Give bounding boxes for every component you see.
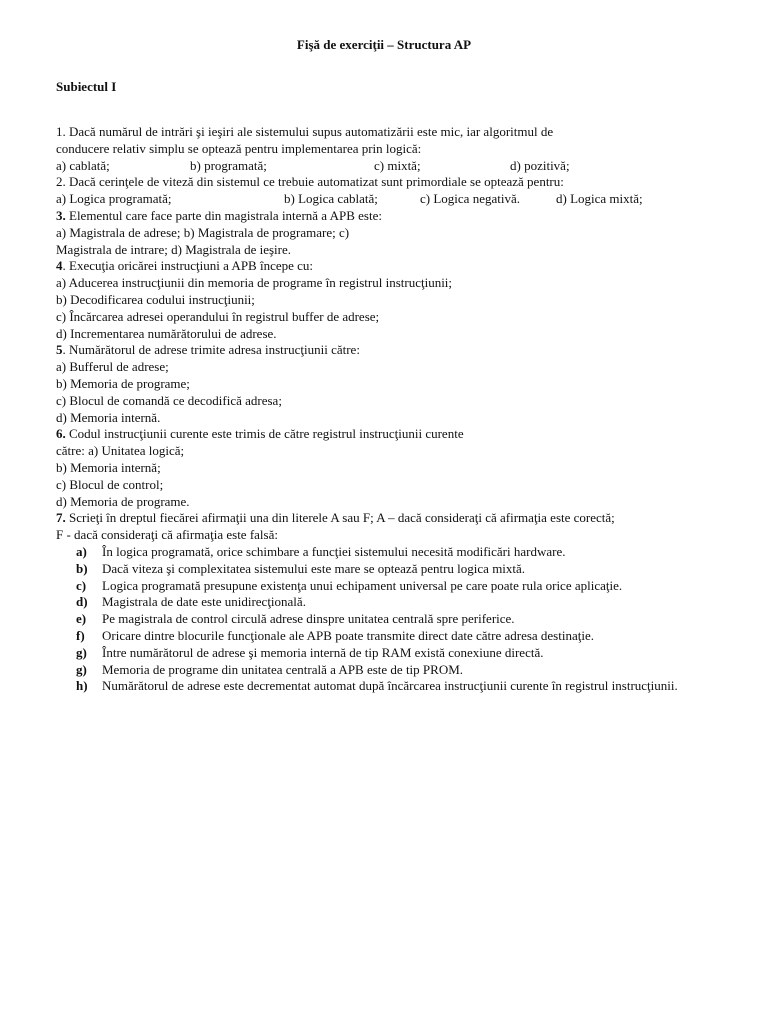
q5-line1 — [56, 342, 746, 359]
q2-option-d: d) Logica mixtă; — [556, 191, 643, 207]
tf-item-label: a) — [76, 543, 87, 559]
tf-item — [56, 544, 746, 561]
tf-item — [56, 628, 746, 645]
tf-item-text: Logica programată presupune existenţa unui echipament universal pe care poate rula orice aplicaţie. — [102, 577, 623, 593]
q1-option-b: b) programată; — [190, 157, 267, 173]
tf-item-text: Magistrala de date este unidirecţională. — [102, 594, 306, 610]
q6-number: 6. — [56, 426, 66, 442]
tf-item-label: g) — [76, 644, 87, 660]
tf-item — [56, 594, 746, 611]
q1-options — [56, 158, 746, 175]
q1-option-d: d) pozitivă; — [510, 157, 570, 173]
true-false-list — [56, 544, 746, 695]
q2-option-b: b) Logica cablată; — [284, 191, 378, 207]
tf-item — [56, 561, 746, 578]
tf-item — [56, 645, 746, 662]
q5-number: 5 — [56, 342, 63, 358]
q1-option-c: c) mixtă; — [374, 157, 421, 173]
tf-item — [56, 611, 746, 628]
q1-option-a: a) cablată; — [56, 157, 110, 173]
q4-option-d: d) Incrementarea numărătorului de adrese. — [56, 325, 277, 341]
q3-line3: Magistrala de intrare; d) Magistrala de ieşire. — [56, 241, 291, 257]
page-title: Fişă de exerciţii – Structura AP — [296, 37, 472, 52]
q2-option-c: c) Logica negativă. — [420, 191, 520, 207]
tf-item-text: Pe magistrala de control circulă adrese dinspre unitatea centrală spre periferice. — [102, 611, 515, 627]
tf-item-text: În logica programată, orice schimbare a funcţiei sistemului necesită modificări hardware. — [102, 543, 566, 559]
q6-option-c: c) Blocul de control; — [56, 476, 164, 492]
q3-number: 3. — [56, 207, 66, 223]
q4-line1 — [56, 258, 746, 275]
q4-text: . Execuţia oricărei instrucţiuni a APB începe cu: — [62, 258, 314, 274]
tf-item-label: h) — [76, 678, 88, 694]
q5-text: . Numărătorul de adrese trimite adresa instrucţiunii către: — [62, 342, 360, 358]
q6-line1 — [56, 426, 746, 443]
tf-item-text: Oricare dintre blocurile funcţionale ale APB poate transmite direct date către adresa destinaţie. — [102, 627, 594, 643]
q5-option-d: d) Memoria internă. — [56, 409, 161, 425]
q6-option-d: d) Memoria de programe. — [56, 493, 190, 509]
q4-option-b: b) Decodificarea codului instrucţiunii; — [56, 291, 255, 307]
tf-item-text: Dacă viteza şi complexitatea sistemului este mare se optează pentru logica mixtă. — [102, 560, 526, 576]
q4-number: 4 — [56, 258, 63, 274]
q1-line1: 1. Dacă numărul de intrări şi ieşiri ale sistemului supus automatizării este mic, iar algoritmul de — [56, 124, 554, 139]
q7-line1 — [56, 510, 746, 527]
q5-option-b: b) Memoria de programe; — [56, 375, 190, 391]
subject-heading: Subiectul I — [56, 79, 117, 94]
tf-item-text: Memoria de programe din unitatea centrală a APB este de tip PROM. — [102, 661, 464, 677]
tf-item-label: c) — [76, 577, 87, 593]
q6-option-b: b) Memoria internă; — [56, 459, 161, 475]
q7-line2: F - dacă consideraţi că afirmaţia este falsă: — [56, 527, 278, 543]
tf-item-text: Numărătorul de adrese este decrementat automat după încărcarea instrucţiunii curente în registrul instrucţiunii. — [102, 678, 678, 694]
q3-line2: a) Magistrala de adrese; b) Magistrala de programare; c) — [56, 224, 350, 240]
tf-item-label: f) — [76, 627, 85, 643]
tf-item-label: e) — [76, 611, 87, 627]
q1-line2: conducere relativ simplu se optează pentru implementarea prin logică: — [56, 140, 422, 156]
q5-option-a: a) Bufferul de adrese; — [56, 359, 169, 375]
q4-option-c: c) Încărcarea adresei operandului în registrul buffer de adrese; — [56, 308, 380, 324]
q3-line1 — [56, 208, 746, 225]
q7-text: Scrieţi în dreptul fiecărei afirmaţii una din literele A sau F; A – dacă consideraţi că afirmaţia este corectă; — [65, 510, 615, 526]
q3-text: Elementul care face parte din magistrala internă a APB este: — [65, 207, 382, 223]
tf-item — [56, 678, 746, 695]
q4-option-a: a) Aducerea instrucţiunii din memoria de programe în registrul instrucţiunii; — [56, 275, 453, 291]
q6-text: Codul instrucţiunii curente este trimis de către registrul instrucţiunii curente — [65, 426, 464, 442]
q2-option-a: a) Logica programată; — [56, 191, 172, 207]
tf-item — [56, 662, 746, 679]
tf-item-label: d) — [76, 594, 88, 610]
q2-options — [56, 191, 746, 208]
tf-item-label: g) — [76, 661, 87, 677]
q6-option-a: către: a) Unitatea logică; — [56, 443, 185, 459]
tf-item — [56, 578, 746, 595]
exercise-body — [56, 124, 746, 695]
q2-line1: 2. Dacă cerinţele de viteză din sistemul ce trebuie automatizat sunt primordiale se optează pentru: — [56, 174, 564, 190]
tf-item-label: b) — [76, 560, 88, 576]
q5-option-c: c) Blocul de comandă ce decodifică adresa; — [56, 392, 282, 408]
q7-number: 7. — [56, 510, 66, 526]
tf-item-text: Între numărătorul de adrese şi memoria internă de tip RAM există conexiune directă. — [102, 644, 544, 660]
